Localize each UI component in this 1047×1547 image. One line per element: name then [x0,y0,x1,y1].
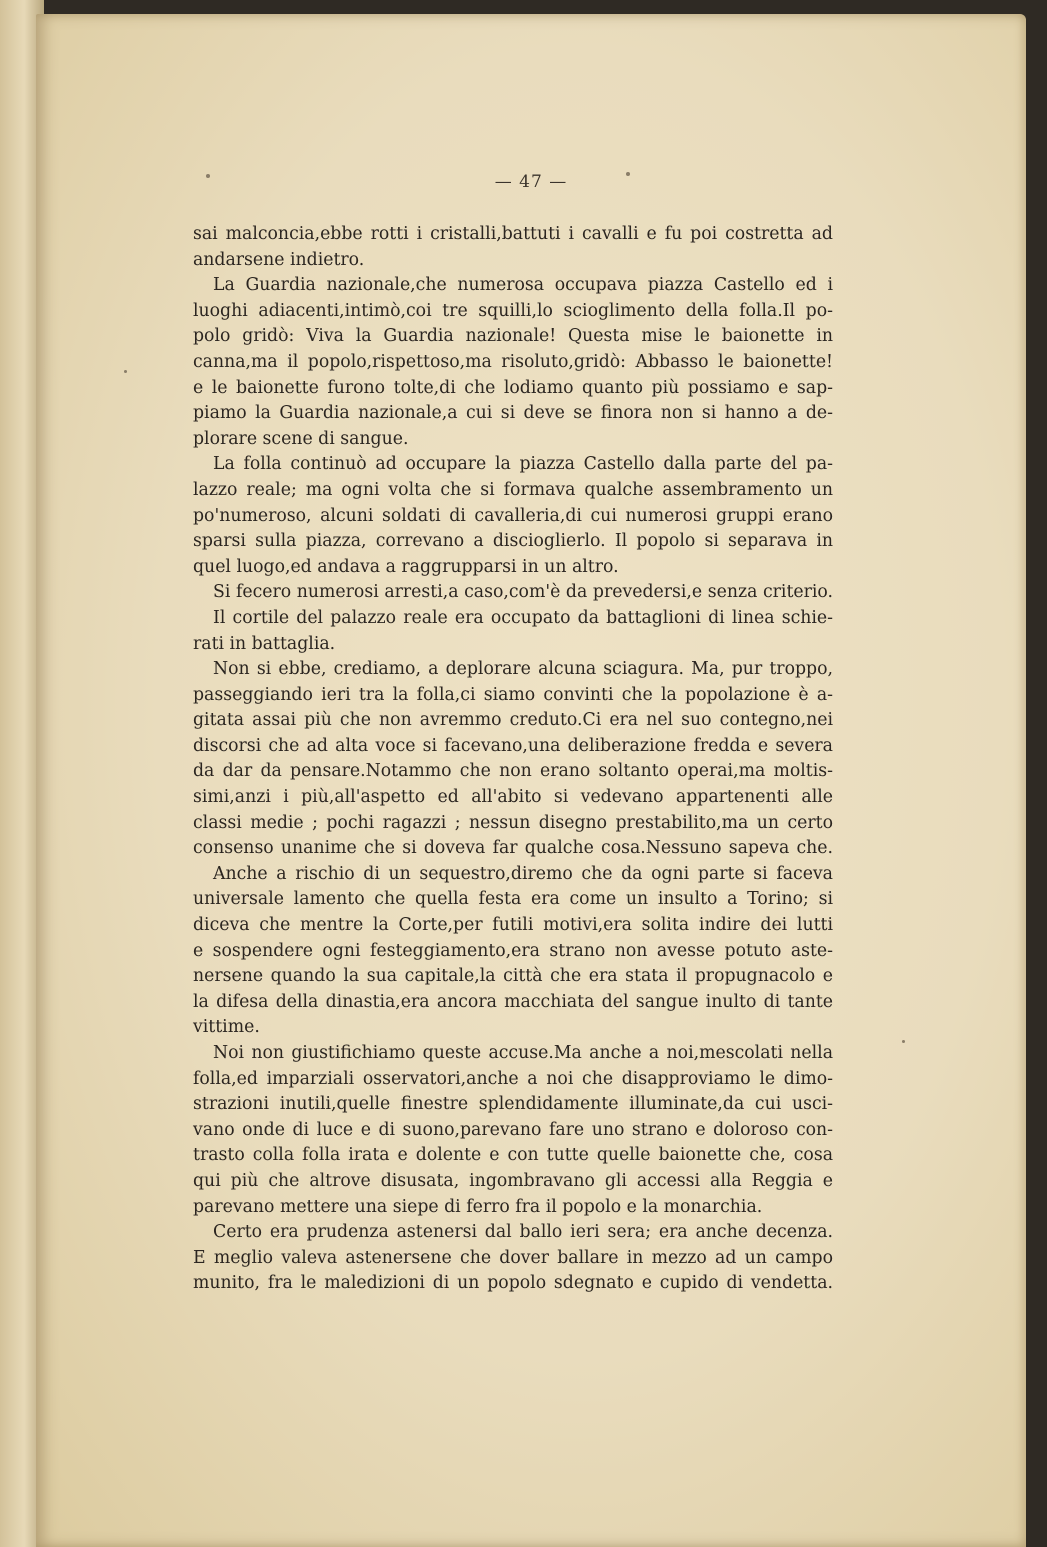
text-line: La Guardia nazionale,che numerosa occupava piazza Castello ed i [213,275,833,296]
text-line: diceva che mentre la Corte,per futili motivi,era solita indire dei lutti [193,915,833,936]
text-line: andarsene indietro. [193,249,365,270]
text-line: nersene quando la sua capitale,la città che era stata il propugnacolo e [193,966,833,987]
text-line: vano onde di luce e di suono,parevano fare uno strano e doloroso con- [193,1119,833,1140]
text-line: classi medie ; pochi ragazzi ; nessun disegno prestabilito,ma un certo [193,812,833,833]
text-line: piamo la Guardia nazionale,a cui si deve se finora non si hanno a de- [193,403,833,424]
text-line: Anche a rischio di un sequestro,diremo che da ogni parte si faceva [213,863,833,884]
page-number: — 47 — [494,172,568,192]
text-line: sparsi sulla piazza, correvano a discioglierlo. Il popolo si separava in [193,531,833,552]
text-line: rati in battaglia. [193,633,336,654]
text-line: Il cortile del palazzo reale era occupato da battaglioni di linea schie- [213,607,833,628]
text-line: lazzo reale; ma ogni volta che si formava qualche assembramento un [193,479,833,500]
text-line: canna,ma il popolo,rispettoso,ma risoluto,gridò: Abbasso le baionette! [193,351,833,372]
text-line: po'numeroso, alcuni soldati di cavalleria,di cui numerosi gruppi erano [193,505,833,526]
text-line: munito, fra le maledizioni di un popolo sdegnato e cupido di vendetta. [193,1273,833,1294]
text-line: parevano mettere una siepe di ferro fra il popolo e la monarchia. [193,1196,763,1217]
text-line: Non si ebbe, crediamo, a deplorare alcuna sciagura. Ma, pur troppo, [213,659,833,680]
text-line: plorare scene di sangue. [193,428,409,449]
text-line: E meglio valeva astenersene che dover ballare in mezzo ad un campo [193,1247,833,1268]
text-line: gitata assai più che non avremmo creduto.Ci era nel suo contegno,nei [193,710,833,731]
paper-sheet [36,14,1026,1547]
text-line: Si fecero numerosi arresti,a caso,com'è da prevedersi,e senza criterio. [213,582,833,603]
paper-fleck [902,1040,905,1043]
text-line: strazioni inutili,quelle finestre splendidamente illuminate,da cui usci- [193,1094,833,1115]
text-line: Noi non giustifichiamo queste accuse.Ma anche a noi,mescolati nella [213,1043,833,1063]
text-line: universale lamento che quella festa era come un insulto a Torino; si [193,889,833,910]
text-line: e sospendere ogni festeggiamento,era strano non avesse potuto aste- [193,940,833,961]
text-line: folla,ed imparziali osservatori,anche a noi che disapproviamo le dimo- [193,1068,833,1089]
text-line: La folla continuò ad occupare la piazza Castello dalla parte del pa- [213,454,833,475]
text-line: la difesa della dinastia,era ancora macchiata del sangue inulto di tante [193,991,833,1012]
text-line: discorsi che ad alta voce si facevano,una deliberazione fredda e severa [193,735,833,756]
body-text [193,222,833,1297]
text-line: sai malconcia,ebbe rotti i cristalli,battuti i cavalli e fu poi costretta ad [193,224,833,244]
text-line: simi,anzi i più,all'aspetto ed all'abito si vedevano appartenenti alle [193,787,833,808]
text-line: passeggiando ieri tra la folla,ci siamo convinti che la popolazione è a- [193,684,833,705]
text-line: Certo era prudenza astenersi dal ballo ieri sera; era anche decenza. [213,1222,833,1243]
text-line: quel luogo,ed andava a raggrupparsi in un altro. [193,556,619,577]
text-line: qui più che altrove disusata, ingombravano gli accessi alla Reggia e [193,1170,833,1191]
text-line: polo gridò: Viva la Guardia nazionale! Questa mise le baionette in [193,326,833,347]
paper-fleck [124,370,127,373]
text-line: trasto colla folla irata e dolente e con tutte quelle baionette che, cosa [193,1145,833,1166]
text-line: vittime. [193,1017,260,1038]
text-line: da dar da pensare.Notammo che non erano soltanto operai,ma moltis- [193,761,833,782]
text-line: luoghi adiacenti,intimò,coi tre squilli,lo scioglimento della folla.Il po- [193,300,833,321]
text-line: consenso unanime che si doveva far qualche cosa.Nessuno sapeva che. [193,838,833,859]
text-line: e le baionette furono tolte,di che lodiamo quanto più possiamo e sap- [193,377,833,398]
